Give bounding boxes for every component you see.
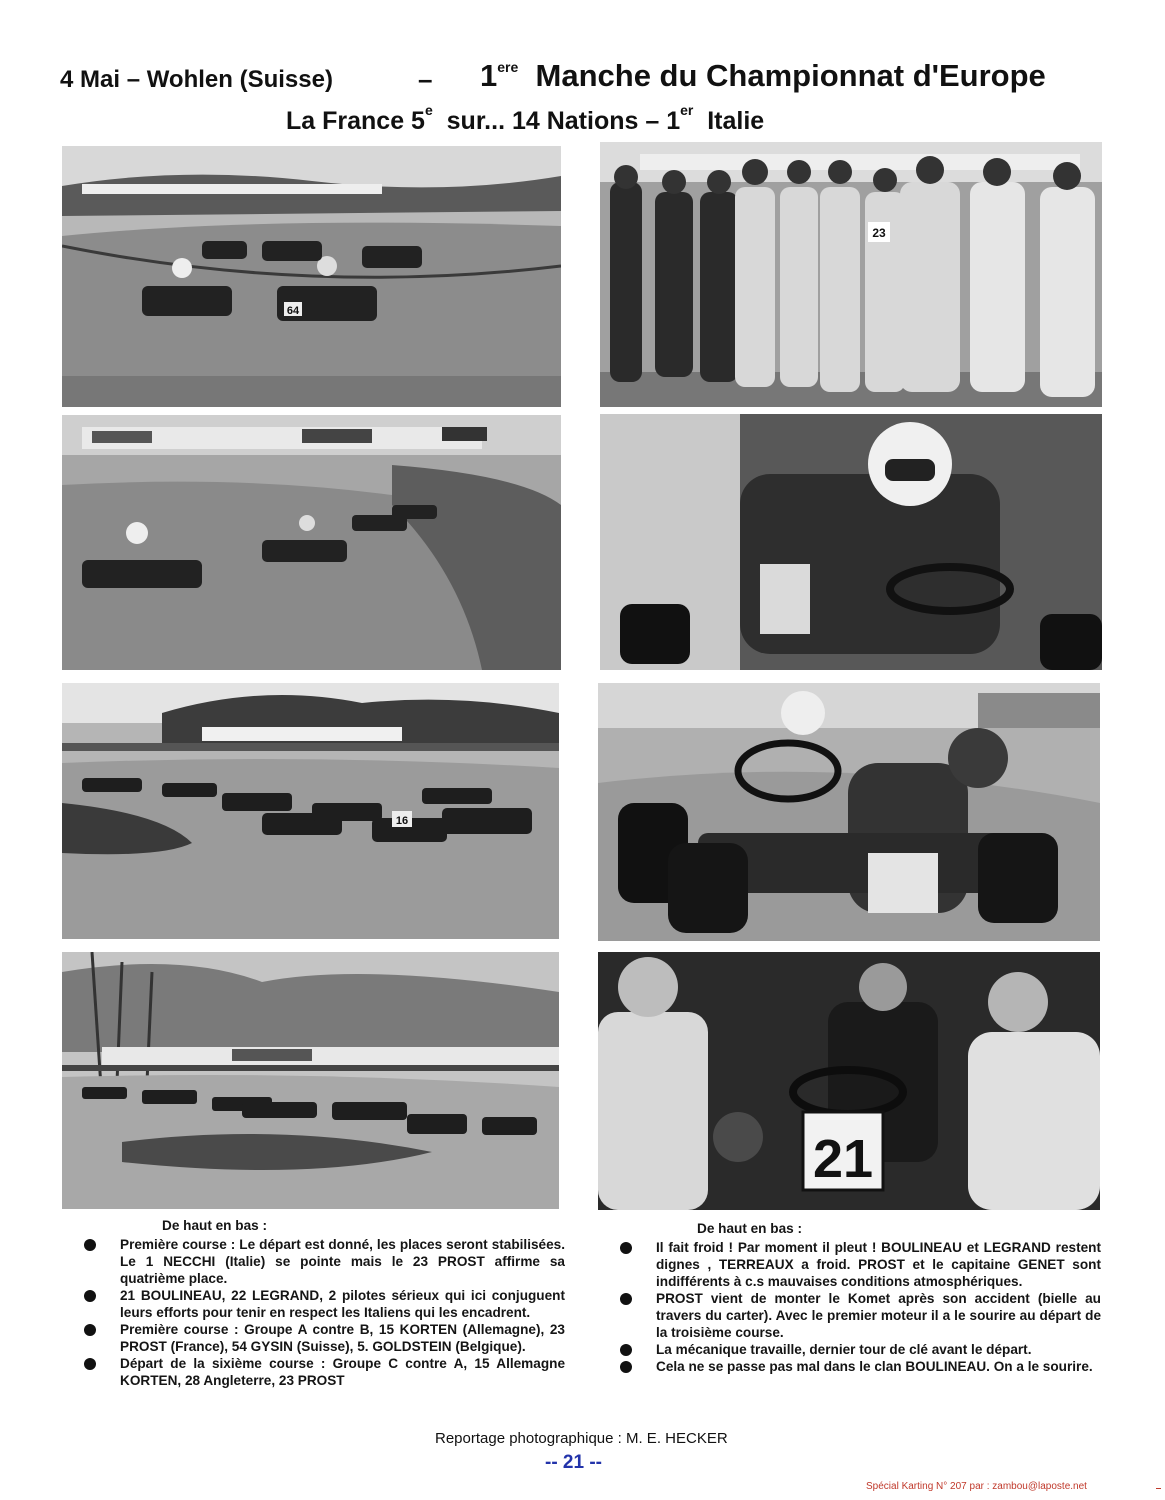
bullet-icon <box>84 1358 96 1370</box>
header-location: 4 Mai – Wohlen (Suisse) <box>60 66 333 93</box>
bullet-icon <box>620 1293 632 1305</box>
caption-right-title: De haut en bas : <box>697 1221 802 1236</box>
photo-boulineau-legrand <box>62 415 561 670</box>
kart-number: 21 <box>812 1129 874 1189</box>
caption-left-title: De haut en bas : <box>162 1218 267 1233</box>
caption-right-item: Cela ne se passe pas mal dans le clan BOULINEAU. On a le sourire. <box>620 1358 1101 1375</box>
photo-credit: Reportage photographique : M. E. HECKER <box>435 1430 728 1447</box>
kart-number: 64 <box>286 305 300 317</box>
photo-prost-komet <box>600 414 1102 670</box>
footer-underline <box>1156 1488 1161 1489</box>
caption-right-item: La mécanique travaille, dernier tour de clé avant le départ. <box>620 1341 1101 1358</box>
header-dash: – <box>418 64 433 94</box>
footer-note: Spécial Karting N° 207 par : zambou@laposte.net <box>866 1481 1087 1492</box>
header-subtitle: La France 5e sur... 14 Nations – 1er Italie <box>286 102 765 135</box>
bullet-icon <box>84 1324 96 1336</box>
bib-number: 23 <box>872 226 886 240</box>
photo-sixieme-course-depart <box>62 952 559 1209</box>
caption-left-item: Première course : Le départ est donné, les places seront stabilisées. Le 1 NECCHI (Italie) se pointe mais le 23 PROST affirme sa quatrième place. <box>84 1236 565 1287</box>
bullet-icon <box>84 1239 96 1251</box>
bullet-icon <box>84 1290 96 1302</box>
bullet-icon <box>620 1361 632 1373</box>
caption-right-item: PROST vient de monter le Komet après son accident (bielle au travers du carter). Avec le premier moteur il a le sourire au départ de la troisième course. <box>620 1290 1101 1341</box>
caption-right-item: Il fait froid ! Par moment il pleut ! BOULINEAU et LEGRAND restent dignes , TERREAUX a froid. PROST et le capitaine GENET sont indifférents à c.s mauvaises conditions atmosphériques. <box>620 1239 1101 1290</box>
caption-left-item: Première course : Groupe A contre B, 15 KORTEN (Allemagne), 23 PROST (France), 54 GYSIN (Suisse), 5. GOLDSTEIN (Belgique). <box>84 1321 565 1355</box>
caption-right <box>620 1220 1101 1375</box>
photo-mecanique-avant-depart <box>598 683 1100 941</box>
photo-pilotes-alignes <box>600 142 1102 407</box>
caption-left-item: 21 BOULINEAU, 22 LEGRAND, 2 pilotes sérieux qui ici conjuguent leurs efforts pour tenir en respect les Italiens qui les encadrent. <box>84 1287 565 1321</box>
photo-clan-boulineau <box>598 952 1100 1210</box>
caption-left-item: Départ de la sixième course : Groupe C contre A, 15 Allemagne KORTEN, 28 Angleterre, 23 PROST <box>84 1355 565 1389</box>
header-event-title: 1ere Manche du Championnat d'Europe <box>480 58 1046 93</box>
bullet-icon <box>620 1242 632 1254</box>
bullet-icon <box>620 1344 632 1356</box>
page-header <box>60 58 1110 98</box>
page-number: -- 21 -- <box>545 1452 602 1473</box>
caption-left <box>84 1217 565 1389</box>
kart-number: 16 <box>395 815 409 827</box>
photo-groupe-a-contre-b <box>62 683 559 939</box>
photo-race-start-necchi-prost <box>62 146 561 407</box>
